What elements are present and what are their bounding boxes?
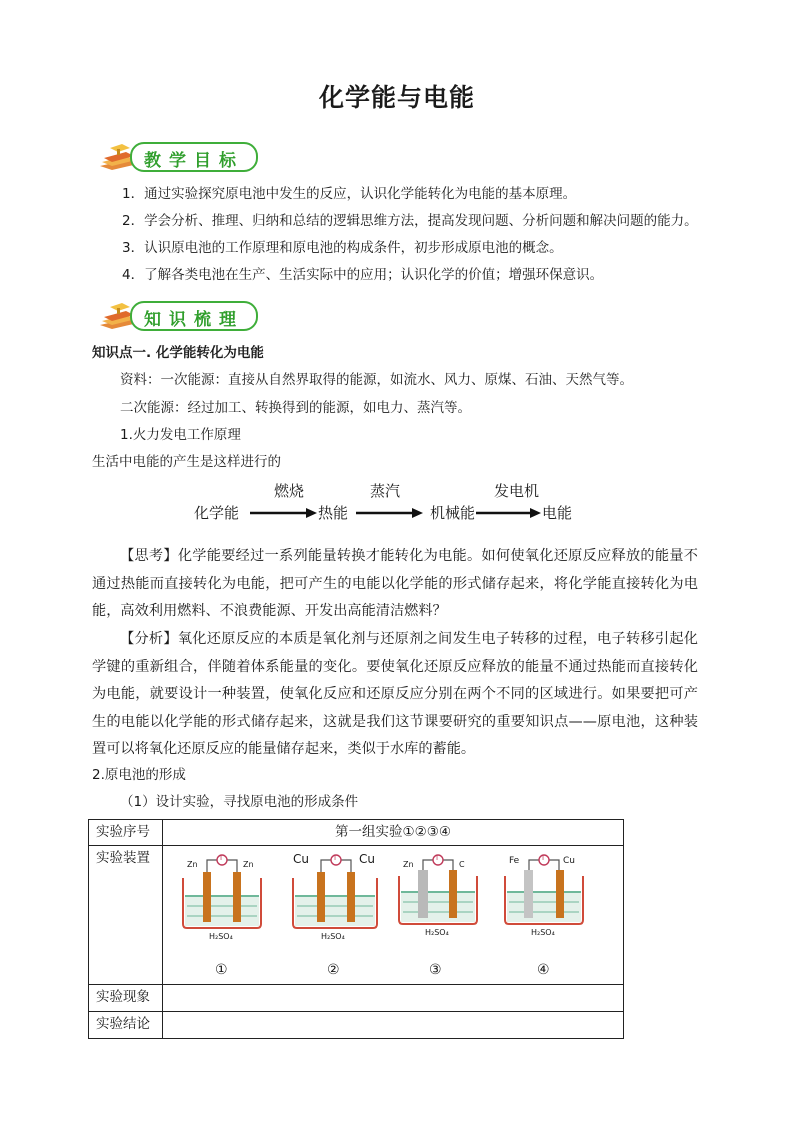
subheading-design-experiment: （1）设计实验，寻找原电池的形成条件 [120, 794, 359, 810]
objective-2: 2．学会分析、推理、归纳和总结的逻辑思维方法，提高发现问题、分析问题和解决问题的能力。 [122, 213, 698, 229]
solution-label: H₂SO₄ [209, 932, 233, 941]
flow-arrow-label: 燃烧 [274, 482, 305, 500]
flow-arrow-label: 发电机 [494, 482, 540, 500]
flow-node: 机械能 [430, 504, 476, 522]
arrow-icon [250, 506, 318, 520]
section-banner-knowledge [96, 295, 258, 331]
solution-label: H₂SO₄ [425, 928, 449, 937]
left-electrode-label: Fe [509, 856, 520, 866]
apparatus-number: ② [327, 962, 340, 978]
row-label: 实验序号 [89, 820, 163, 846]
intro-text: 生活中电能的产生是这样进行的 [92, 454, 281, 470]
analysis-paragraph: 【分析】氧化还原反应的本质是氧化剂与还原剂之间发生电子转移的过程，电子转移引起化学键的重新组合，伴随着体系能量的变化。要使氧化还原反应释放的能量不通过热能而直接转化为电能，就要设计一种装置，使氧化反应和还原反应分别在两个不同的区域进行。如果要把可产生的电能以化学能的形式储存起来，这就是我们这节课要研究的重要知识点——原电池，这种装置可以将氧化还原反应的能量储存起来，类似于水库的蓄能。 [92, 631, 698, 758]
meter-label: I [220, 854, 223, 862]
experiment-table [88, 819, 624, 1039]
apparatus-3 [395, 850, 481, 980]
phenomenon-cell[interactable] [163, 985, 624, 1012]
objective-1: 1．通过实验探究原电池中发生的反应，认识化学能转化为电能的基本原理。 [122, 186, 577, 202]
banner-label: 教学目标 [144, 151, 244, 171]
table-row [89, 846, 624, 985]
arrow-icon [476, 506, 542, 520]
right-electrode-label: Cu [563, 856, 575, 866]
flow-node: 化学能 [194, 504, 240, 522]
solution-label: H₂SO₄ [321, 932, 345, 941]
table-row [89, 1012, 624, 1039]
group-title: 第一组实验①②③④ [163, 820, 624, 846]
row-label: 实验装置 [89, 846, 163, 985]
flow-arrow-label: 蒸汽 [370, 482, 401, 500]
apparatus-1 [179, 850, 265, 980]
apparatus-cell [163, 846, 624, 985]
subheading-thermal-power: 1.火力发电工作原理 [120, 427, 241, 443]
objective-3: 3．认识原电池的工作原理和原电池的构成条件，初步形成原电池的概念。 [122, 240, 563, 256]
section-banner-objectives [96, 136, 258, 172]
table-row [89, 820, 624, 846]
secondary-energy-text: 二次能源：经过加工、转换得到的能源，如电力、蒸汽等。 [120, 400, 471, 416]
right-electrode-label: Cu [359, 852, 375, 866]
table-row [89, 985, 624, 1012]
banner-pill [130, 301, 258, 331]
banner-label: 知识梳理 [144, 310, 244, 330]
apparatus-4 [501, 850, 587, 980]
apparatus-number: ④ [537, 962, 550, 978]
meter-label: I [436, 854, 439, 862]
apparatus-number: ① [215, 962, 228, 978]
right-electrode-label: C [459, 860, 465, 869]
left-electrode-label: Zn [403, 860, 414, 869]
row-label: 实验现象 [89, 985, 163, 1012]
left-electrode-label: Zn [187, 860, 198, 869]
point1-heading: 知识点一. 化学能转化为电能 [92, 345, 264, 361]
banner-pill [130, 142, 258, 172]
conclusion-cell[interactable] [163, 1012, 624, 1039]
think-paragraph: 【思考】化学能要经过一系列能量转换才能转化为电能。如何使氧化还原反应释放的能量不通过热能而直接转化为电能，把可产生的电能以化学能的形式储存起来，将化学能直接转化为电能，高效利用燃料、不浪费能源、开发出高能清洁燃料？ [92, 548, 698, 620]
energy-flow-diagram [180, 478, 600, 528]
apparatus-2 [287, 850, 383, 980]
flow-node: 电能 [542, 504, 573, 522]
page-title: 化学能与电能 [318, 83, 475, 112]
objective-4: 4．了解各类电池在生产、生活实际中的应用；认识化学的价值；增强环保意识。 [122, 267, 604, 283]
left-electrode-label: Cu [293, 852, 309, 866]
arrow-icon [356, 506, 424, 520]
meter-label: I [542, 854, 545, 862]
right-electrode-label: Zn [243, 860, 254, 869]
subheading-cell-formation: 2.原电池的形成 [92, 767, 186, 783]
apparatus-number: ③ [429, 962, 442, 978]
solution-label: H₂SO₄ [531, 928, 555, 937]
meter-label: I [334, 854, 337, 862]
row-label: 实验结论 [89, 1012, 163, 1039]
flow-node: 热能 [318, 504, 349, 522]
primary-energy-text: 资料：一次能源：直接从自然界取得的能源，如流水、风力、原煤、石油、天然气等。 [120, 372, 633, 388]
